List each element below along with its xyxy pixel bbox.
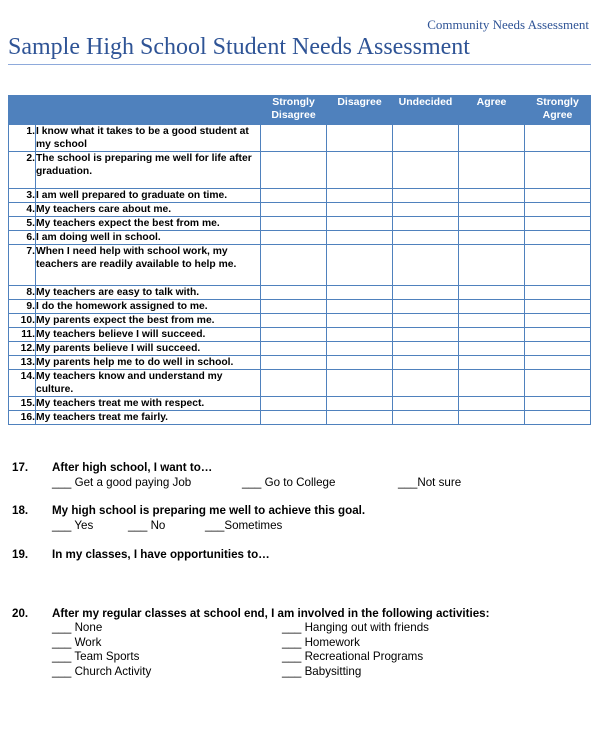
table-row	[9, 189, 591, 203]
response-cell-strongly-agree[interactable]	[525, 342, 591, 356]
table-row	[9, 314, 591, 328]
response-cell-strongly-agree[interactable]	[525, 314, 591, 328]
row-number: 6.	[9, 231, 36, 245]
response-cell-strongly-agree[interactable]	[525, 152, 591, 189]
response-cell-strongly-disagree[interactable]	[261, 203, 327, 217]
response-cell-agree[interactable]	[459, 189, 525, 203]
question-number: 19.	[12, 548, 29, 561]
table-row	[9, 370, 591, 397]
response-cell-strongly-agree[interactable]	[525, 397, 591, 411]
table-row	[9, 217, 591, 231]
response-cell-undecided[interactable]	[393, 231, 459, 245]
response-cell-agree[interactable]	[459, 342, 525, 356]
response-cell-undecided[interactable]	[393, 286, 459, 300]
row-statement: I am doing well in school.	[36, 231, 261, 245]
option-recreational[interactable]: ___ Recreational Programs	[282, 650, 424, 663]
row-statement: When I need help with school work, my teachers are readily available to help me.	[36, 245, 261, 286]
row-number: 8.	[9, 286, 36, 300]
page-title: Sample High School Student Needs Assessment	[8, 34, 470, 60]
response-cell-undecided[interactable]	[393, 314, 459, 328]
question-number: 17.	[12, 461, 29, 474]
response-cell-disagree[interactable]	[327, 411, 393, 425]
question-number: 18.	[12, 504, 29, 517]
response-cell-strongly-disagree[interactable]	[261, 189, 327, 203]
response-cell-disagree[interactable]	[327, 370, 393, 397]
response-cell-strongly-agree[interactable]	[525, 411, 591, 425]
row-number: 12.	[9, 342, 36, 356]
row-statement: I do the homework assigned to me.	[36, 300, 261, 314]
question-text: After high school, I want to…	[52, 461, 213, 474]
option-homework[interactable]: ___ Homework	[282, 636, 360, 649]
response-cell-agree[interactable]	[459, 152, 525, 189]
column-undecided: Undecided	[393, 96, 459, 125]
response-cell-agree[interactable]	[459, 328, 525, 342]
row-number: 4.	[9, 203, 36, 217]
row-number: 9.	[9, 300, 36, 314]
row-number: 7.	[9, 245, 36, 286]
response-cell-strongly-disagree[interactable]	[261, 217, 327, 231]
response-cell-undecided[interactable]	[393, 370, 459, 397]
response-cell-strongly-disagree[interactable]	[261, 152, 327, 189]
response-cell-disagree[interactable]	[327, 342, 393, 356]
row-number: 10.	[9, 314, 36, 328]
response-cell-undecided[interactable]	[393, 189, 459, 203]
response-cell-strongly-agree[interactable]	[525, 203, 591, 217]
table-row	[9, 286, 591, 300]
response-cell-strongly-disagree[interactable]	[261, 356, 327, 370]
response-cell-strongly-disagree[interactable]	[261, 314, 327, 328]
response-cell-strongly-disagree[interactable]	[261, 328, 327, 342]
table-row	[9, 203, 591, 217]
response-cell-strongly-agree[interactable]	[525, 286, 591, 300]
header-blank-cell	[9, 96, 261, 125]
response-cell-strongly-disagree[interactable]	[261, 397, 327, 411]
row-statement: My teachers care about me.	[36, 203, 261, 217]
response-cell-disagree[interactable]	[327, 203, 393, 217]
column-disagree: Disagree	[327, 96, 393, 125]
option-no[interactable]: ___ No	[128, 519, 166, 532]
response-cell-disagree[interactable]	[327, 300, 393, 314]
row-statement: My teachers expect the best from me.	[36, 217, 261, 231]
response-cell-strongly-disagree[interactable]	[261, 125, 327, 152]
response-cell-undecided[interactable]	[393, 300, 459, 314]
option-babysitting[interactable]: ___ Babysitting	[282, 665, 362, 678]
option-not-sure[interactable]: ___Not sure	[398, 476, 462, 489]
row-number: 2.	[9, 152, 36, 189]
response-cell-disagree[interactable]	[327, 231, 393, 245]
title-divider	[8, 64, 591, 65]
row-number: 16.	[9, 411, 36, 425]
row-statement: I am well prepared to graduate on time.	[36, 189, 261, 203]
question-text: My high school is preparing me well to achieve this goal.	[52, 504, 366, 517]
response-cell-strongly-agree[interactable]	[525, 328, 591, 342]
response-cell-disagree[interactable]	[327, 356, 393, 370]
response-cell-undecided[interactable]	[393, 342, 459, 356]
response-cell-undecided[interactable]	[393, 203, 459, 217]
question-text: In my classes, I have opportunities to…	[52, 548, 270, 561]
response-cell-agree[interactable]	[459, 356, 525, 370]
row-statement: My parents expect the best from me.	[36, 314, 261, 328]
response-cell-strongly-disagree[interactable]	[261, 342, 327, 356]
response-cell-strongly-disagree[interactable]	[261, 286, 327, 300]
response-cell-disagree[interactable]	[327, 314, 393, 328]
row-number: 11.	[9, 328, 36, 342]
response-cell-agree[interactable]	[459, 314, 525, 328]
option-team-sports[interactable]: ___ Team Sports	[52, 650, 140, 663]
row-statement: My teachers are easy to talk with.	[36, 286, 261, 300]
question-number: 20.	[12, 607, 29, 620]
response-cell-strongly-agree[interactable]	[525, 356, 591, 370]
option-church[interactable]: ___ Church Activity	[52, 665, 152, 678]
table-row	[9, 356, 591, 370]
row-number: 1.	[9, 125, 36, 152]
table-row	[9, 125, 591, 152]
table-row	[9, 411, 591, 425]
response-cell-agree[interactable]	[459, 300, 525, 314]
response-cell-agree[interactable]	[459, 245, 525, 286]
response-cell-disagree[interactable]	[327, 397, 393, 411]
option-yes[interactable]: ___ Yes	[52, 519, 94, 532]
table-row	[9, 231, 591, 245]
row-number: 3.	[9, 189, 36, 203]
response-cell-disagree[interactable]	[327, 245, 393, 286]
option-hanging-out[interactable]: ___ Hanging out with friends	[282, 621, 429, 634]
row-statement: My teachers know and understand my culture.	[36, 370, 261, 397]
table-row	[9, 397, 591, 411]
table-header-row	[9, 96, 591, 125]
response-cell-strongly-disagree[interactable]	[261, 370, 327, 397]
row-statement: The school is preparing me well for life after graduation.	[36, 152, 261, 189]
response-cell-strongly-disagree[interactable]	[261, 300, 327, 314]
response-cell-undecided[interactable]	[393, 328, 459, 342]
response-cell-agree[interactable]	[459, 125, 525, 152]
response-cell-agree[interactable]	[459, 217, 525, 231]
response-cell-strongly-agree[interactable]	[525, 245, 591, 286]
response-cell-undecided[interactable]	[393, 245, 459, 286]
response-cell-disagree[interactable]	[327, 286, 393, 300]
response-cell-disagree[interactable]	[327, 217, 393, 231]
response-cell-disagree[interactable]	[327, 125, 393, 152]
response-cell-strongly-agree[interactable]	[525, 370, 591, 397]
row-number: 5.	[9, 217, 36, 231]
response-cell-strongly-agree[interactable]	[525, 217, 591, 231]
table-row	[9, 342, 591, 356]
response-cell-strongly-disagree[interactable]	[261, 245, 327, 286]
table-row	[9, 300, 591, 314]
response-cell-agree[interactable]	[459, 203, 525, 217]
response-cell-strongly-agree[interactable]	[525, 300, 591, 314]
response-cell-agree[interactable]	[459, 370, 525, 397]
response-cell-strongly-disagree[interactable]	[261, 231, 327, 245]
table-row	[9, 152, 591, 189]
response-cell-disagree[interactable]	[327, 189, 393, 203]
option-none[interactable]: ___ None	[52, 621, 103, 634]
response-cell-undecided[interactable]	[393, 125, 459, 152]
column-agree: Agree	[459, 96, 525, 125]
response-cell-disagree[interactable]	[327, 152, 393, 189]
row-statement: My teachers treat me fairly.	[36, 411, 261, 425]
response-cell-undecided[interactable]	[393, 356, 459, 370]
likert-table	[8, 95, 591, 425]
row-number: 14.	[9, 370, 36, 397]
response-cell-undecided[interactable]	[393, 152, 459, 189]
option-work[interactable]: ___ Work	[52, 636, 102, 649]
row-statement: I know what it takes to be a good student at my school	[36, 125, 261, 152]
response-cell-agree[interactable]	[459, 411, 525, 425]
table-row	[9, 328, 591, 342]
response-cell-strongly-agree[interactable]	[525, 125, 591, 152]
column-strongly-agree: Strongly Agree	[525, 96, 591, 125]
response-cell-agree[interactable]	[459, 231, 525, 245]
response-cell-strongly-agree[interactable]	[525, 189, 591, 203]
response-cell-agree[interactable]	[459, 286, 525, 300]
table-row	[9, 245, 591, 286]
response-cell-strongly-disagree[interactable]	[261, 411, 327, 425]
question-text: After my regular classes at school end, I am involved in the following activities:	[52, 607, 490, 620]
response-cell-strongly-agree[interactable]	[525, 231, 591, 245]
row-statement: My teachers believe I will succeed.	[36, 328, 261, 342]
row-statement: My parents help me to do well in school.	[36, 356, 261, 370]
row-number: 13.	[9, 356, 36, 370]
column-strongly-disagree: Strongly Disagree	[261, 96, 327, 125]
response-cell-undecided[interactable]	[393, 411, 459, 425]
header-right-text: Community Needs Assessment	[427, 17, 589, 32]
row-statement: My parents believe I will succeed.	[36, 342, 261, 356]
option-good-job[interactable]: ___ Get a good paying Job	[52, 476, 192, 489]
response-cell-agree[interactable]	[459, 397, 525, 411]
row-statement: My teachers treat me with respect.	[36, 397, 261, 411]
response-cell-undecided[interactable]	[393, 217, 459, 231]
response-cell-disagree[interactable]	[327, 328, 393, 342]
option-college[interactable]: ___ Go to College	[242, 476, 336, 489]
response-cell-undecided[interactable]	[393, 397, 459, 411]
row-number: 15.	[9, 397, 36, 411]
option-sometimes[interactable]: ___Sometimes	[205, 519, 283, 532]
